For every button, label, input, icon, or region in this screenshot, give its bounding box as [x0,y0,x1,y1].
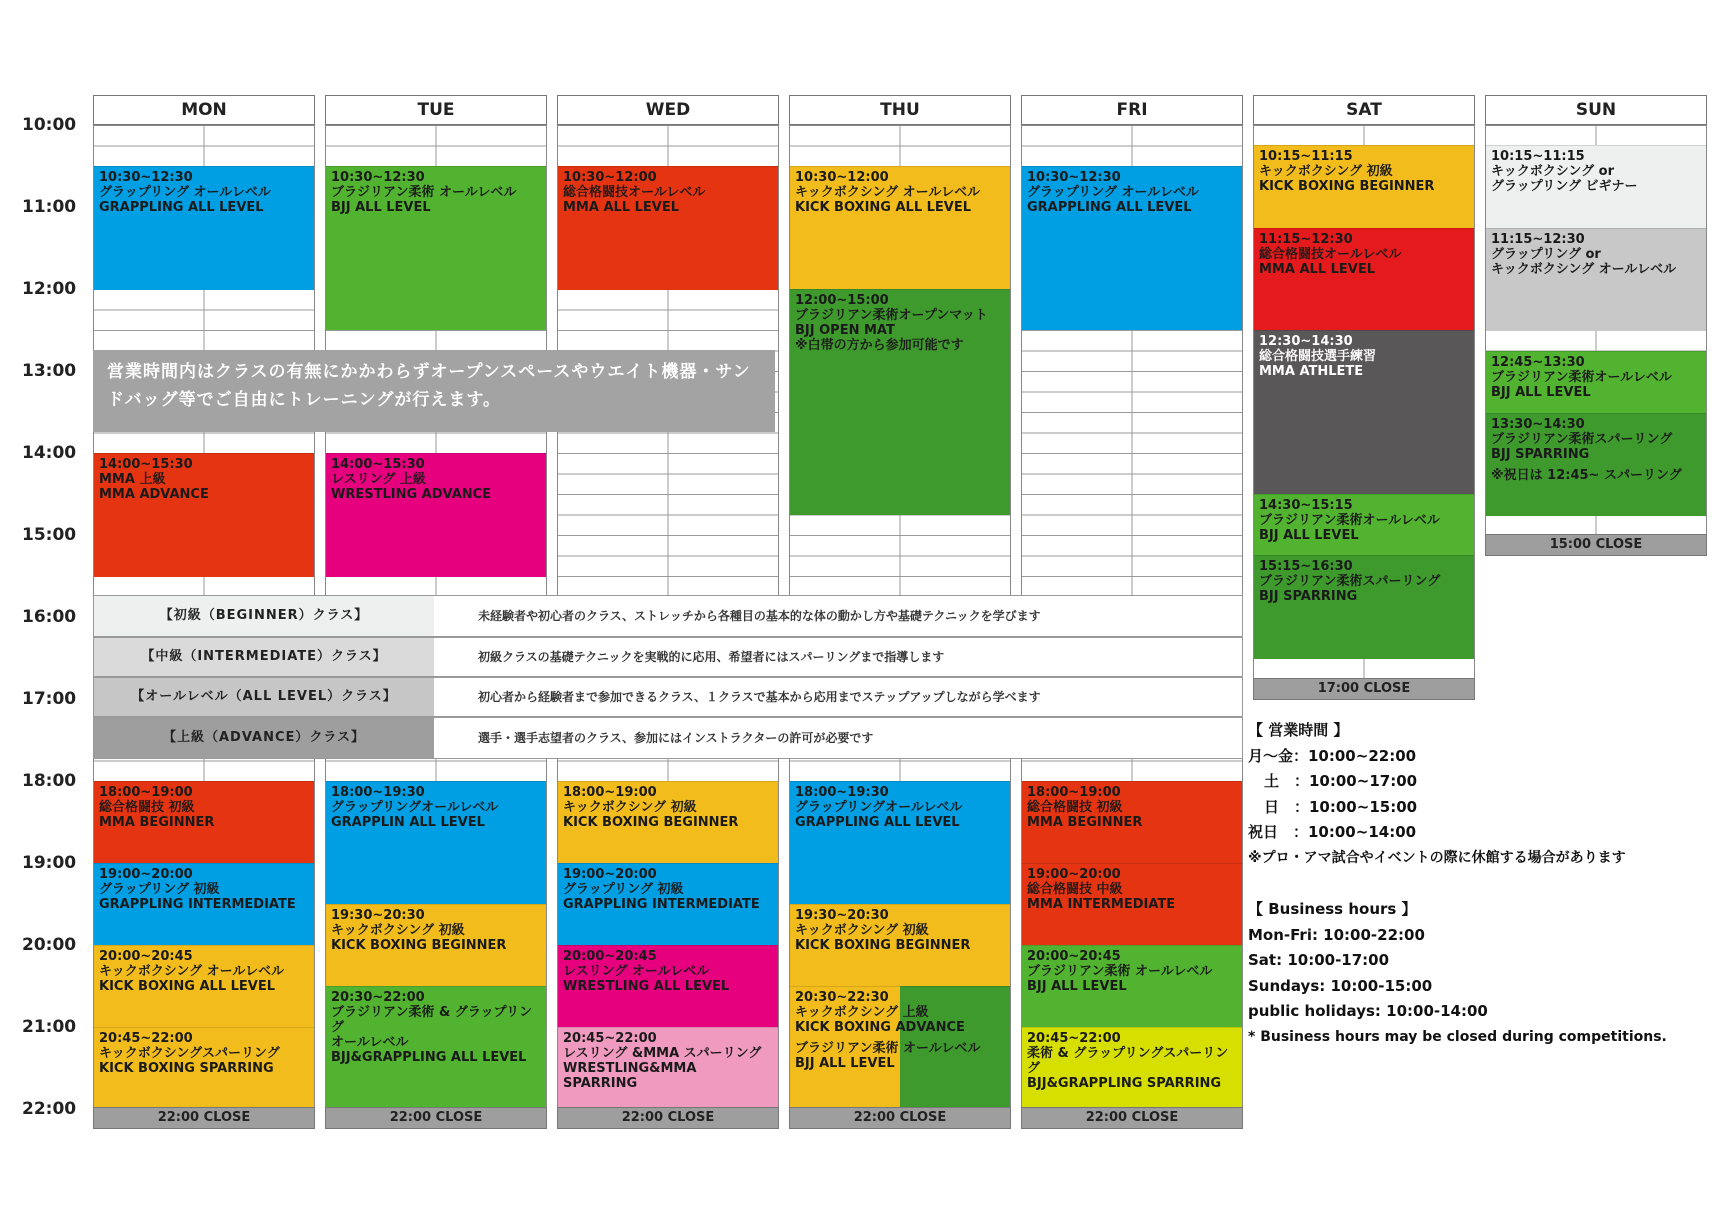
class-name-ja: グラップリング or [1491,247,1601,262]
class-time: 10:15~11:15 [1259,149,1353,164]
time-label-10: 10:00 [22,115,77,135]
class-time: 19:30~20:30 [795,908,889,923]
class-block [558,166,778,290]
class-time: 10:30~12:30 [331,170,425,185]
class-name-en: MMA ATHLETE [1259,364,1364,379]
legend-row-intermediate [93,637,1243,677]
time-label-12: 12:00 [22,279,77,299]
class-name-ja: ブラジリアン柔術 オールレベル [1027,964,1213,979]
class-time: 18:00~19:30 [795,785,889,800]
business-hours-en-title: 【 Business hours 】 [1248,900,1417,918]
time-label-13: 13:00 [22,361,77,381]
class-block [558,945,778,1028]
day-header-sun: SUN [1485,95,1707,125]
class-block [790,289,1010,515]
class-time: 18:00~19:00 [563,785,657,800]
business-hours-ja-line: 月〜金：10:00~22:00 [1248,746,1417,765]
class-name-en: KICK BOXING SPARRING [99,1061,274,1076]
class-time: 20:45~22:00 [563,1031,657,1046]
class-block [790,986,1010,1108]
legend-row-beginner [93,595,1243,637]
class-name-ja: グラップリング オールレベル [99,185,271,200]
class-block [94,781,314,864]
legend-label: 【上級（ADVANCE）クラス】 [94,718,434,758]
class-time: 20:00~20:45 [563,949,657,964]
business-hours-en-line: Mon-Fri: 10:00-22:00 [1248,925,1425,944]
business-hours-en-line: Sundays: 10:00-15:00 [1248,976,1433,995]
class-name-en: GRAPPLING ALL LEVEL [99,200,264,215]
legend-desc: 初心者から経験者まで参加できるクラス、１クラスで基本から応用までステップアップしながら学べます [478,690,1041,704]
class-block [94,945,314,1028]
close-bar: 17:00 CLOSE [1253,678,1475,700]
class-block [1486,145,1706,229]
class-name-ja: ブラジリアン柔術スパーリング [1259,574,1441,589]
class-name-ja: レスリング 上級 [331,472,426,487]
class-time: 10:30~12:30 [99,170,193,185]
class-time: 20:00~20:45 [1027,949,1121,964]
class-time: 12:00~15:00 [795,293,889,308]
class-name-en: MMA BEGINNER [99,815,215,830]
business-hours-ja-note: ※プロ・アマ試合やイベントの際に休館する場合があります [1248,849,1626,866]
class-block [1022,863,1242,946]
class-name-ja: ブラジリアン柔術 オールレベル [331,185,517,200]
class-block [790,904,1010,987]
time-label-20: 20:00 [22,935,77,955]
class-name-en: MMA INTERMEDIATE [1027,897,1176,912]
class-block [1254,145,1474,229]
class-block [326,904,546,987]
class-time: 20:30~22:30 [795,990,889,1005]
close-bar: 15:00 CLOSE [1485,534,1707,556]
day-header-thu: THU [789,95,1011,125]
class-block [1022,781,1242,864]
class-name-en: GRAPPLING INTERMEDIATE [99,897,296,912]
class-name-ja: ブラジリアン柔術オールレベル [1259,513,1440,528]
class-name-ja: 総合格闘技 初級 [99,800,195,815]
business-hours-ja [1248,718,1708,871]
legend-label: 【オールレベル（ALL LEVEL）クラス】 [94,678,434,716]
class-name-en: GRAPPLING ALL LEVEL [1027,200,1192,215]
time-label-21: 21:00 [22,1017,77,1037]
class-time: 10:15~11:15 [1491,149,1585,164]
business-hours-ja-line: 日 ：10:00~15:00 [1264,797,1418,816]
legend-row-all-level [93,677,1243,717]
class-time: 19:00~20:00 [99,867,193,882]
class-block [1254,228,1474,331]
class-block [1254,330,1474,495]
class-block [790,781,1010,905]
class-time: 19:00~20:00 [1027,867,1121,882]
class-name-ja: ブラジリアン柔術 & グラップリング [331,1005,533,1035]
class-block [94,1027,314,1108]
class-name-en: BJJ&GRAPPLING ALL LEVEL [331,1050,527,1065]
class-name-ja-2: グラップリング ビギナー [1491,179,1638,194]
class-name-en: KICK BOXING ALL LEVEL [795,200,972,215]
class-time: 19:00~20:00 [563,867,657,882]
class-name-ja: キックボクシング 初級 [1259,164,1393,179]
class-name-ja: レスリング &MMA スパーリング [563,1046,762,1061]
class-name-en: BJJ ALL LEVEL [1027,979,1127,994]
class-time: 18:00~19:30 [331,785,425,800]
class-block [1022,1027,1242,1108]
class-name-ja: キックボクシング or [1491,164,1615,179]
class-name-ja-2: ブラジリアン柔術 オールレベル [795,1041,981,1056]
class-block [1486,413,1706,516]
close-bar: 22:00 CLOSE [1021,1107,1243,1129]
class-name-ja: キックボクシング 初級 [563,800,697,815]
business-hours-en-line: Sat: 10:00-17:00 [1248,951,1390,969]
legend-label: 【中級（INTERMEDIATE）クラス】 [94,638,434,676]
class-name-ja: グラップリング 初級 [563,882,684,897]
class-name-ja: キックボクシング オールレベル [795,185,981,200]
class-block [94,166,314,290]
class-time: 20:30~22:00 [331,990,425,1005]
class-name-ja: 総合格闘技選手練習 [1259,349,1377,364]
class-name-en: WRESTLING&MMA SPARRING [563,1061,697,1091]
class-time: 13:30~14:30 [1491,417,1585,432]
legend-desc: 初級クラスの基礎テクニックを実戦的に応用、希望者にはスパーリングまで指導します [478,650,945,664]
class-time: 12:45~13:30 [1491,355,1585,370]
class-name-en: GRAPPLIN ALL LEVEL [331,815,485,830]
class-name-en: KICK BOXING ALL LEVEL [99,979,276,994]
class-block [94,863,314,946]
business-hours-en-line: public holidays: 10:00-14:00 [1248,1002,1488,1020]
class-block [94,453,314,577]
class-name-ja: キックボクシング 上級 [795,1005,929,1020]
class-name-en: KICK BOXING BEGINNER [563,815,739,830]
class-name-en: MMA ALL LEVEL [563,200,680,215]
time-label-11: 11:00 [22,197,77,217]
class-name-ja: ブラジリアン柔術オールレベル [1491,370,1672,385]
class-note: ※祝日は 12:45~ スパーリング [1491,468,1682,483]
class-name-en: BJJ SPARRING [1259,589,1358,604]
class-block [1486,351,1706,414]
class-name-ja: ブラジリアン柔術オープンマット [795,308,988,323]
class-name-ja: MMA 上級 [99,472,166,487]
class-name-ja: レスリング オールレベル [563,964,710,979]
class-note: ※白帯の方から参加可能です [795,338,964,353]
class-time: 10:30~12:00 [795,170,889,185]
class-block [1022,166,1242,330]
class-name-ja: 総合格闘技オールレベル [563,185,706,200]
class-name-ja: キックボクシングスパーリング [99,1046,280,1061]
class-time: 18:00~19:00 [1027,785,1121,800]
time-label-14: 14:00 [22,443,77,463]
class-block [558,863,778,946]
class-name-en: KICK BOXING BEGINNER [1259,179,1435,194]
class-name-en: WRESTLING ALL LEVEL [563,979,730,994]
day-header-fri: FRI [1021,95,1243,125]
legend-desc: 選手・選手志望者のクラス、参加にはインストラクターの許可が必要です [478,731,874,745]
class-name-en-2: BJJ ALL LEVEL [795,1056,895,1071]
day-header-tue: TUE [325,95,547,125]
legend-label: 【初級（BEGINNER）クラス】 [94,596,434,636]
class-time: 14:00~15:30 [99,457,193,472]
time-label-18: 18:00 [22,771,77,791]
class-time: 20:45~22:00 [1027,1031,1121,1046]
class-block [326,453,546,577]
class-block [1486,228,1706,331]
legend-row-advance [93,717,1243,759]
class-name-en: GRAPPLING ALL LEVEL [795,815,960,830]
day-header-sat: SAT [1253,95,1475,125]
day-header-wed: WED [557,95,779,125]
class-name-en: KICK BOXING BEGINNER [331,938,507,953]
class-name-ja: グラップリング 初級 [99,882,220,897]
class-name-en: KICK BOXING ADVANCE [795,1020,965,1035]
class-time: 11:15~12:30 [1491,232,1585,247]
close-bar: 22:00 CLOSE [325,1107,547,1129]
class-name-en: GRAPPLING INTERMEDIATE [563,897,760,912]
class-name-en: MMA BEGINNER [1027,815,1143,830]
class-name-ja: 柔術 & グラップリングスパーリング [1027,1046,1229,1076]
class-name-en: WRESTLING ADVANCE [331,487,492,502]
class-block [790,166,1010,290]
class-name-ja: グラップリング オールレベル [1027,185,1199,200]
time-label-19: 19:00 [22,853,77,873]
business-hours-ja-line: 祝日 ：10:00~14:00 [1248,823,1417,841]
class-name-ja: ブラジリアン柔術スパーリング [1491,432,1673,447]
class-name-ja-2: オールレベル [331,1035,409,1050]
class-time: 10:30~12:30 [1027,170,1121,185]
class-time: 20:00~20:45 [99,949,193,964]
class-name-ja: 総合格闘技オールレベル [1259,247,1402,262]
time-label-22: 22:00 [22,1099,77,1119]
class-block [558,1027,778,1108]
class-time: 14:00~15:30 [331,457,425,472]
class-block [1022,945,1242,1028]
class-name-en: BJJ OPEN MAT [795,323,895,338]
class-name-en: KICK BOXING BEGINNER [795,938,971,953]
class-name-en: BJJ&GRAPPLING SPARRING [1027,1076,1222,1091]
class-name-en: BJJ SPARRING [1491,447,1590,462]
class-name-ja: グラップリングオールレベル [331,800,499,815]
class-time: 12:30~14:30 [1259,334,1353,349]
close-bar: 22:00 CLOSE [557,1107,779,1129]
class-block [326,781,546,905]
class-time: 15:15~16:30 [1259,559,1353,574]
class-block [326,166,546,330]
time-label-17: 17:00 [22,689,77,709]
class-block [326,986,546,1108]
class-name-en: MMA ALL LEVEL [1259,262,1376,277]
class-name-en: MMA ADVANCE [99,487,209,502]
class-time: 19:30~20:30 [331,908,425,923]
day-header-mon: MON [93,95,315,125]
class-block [1254,555,1474,659]
class-name-en: BJJ ALL LEVEL [1259,528,1359,543]
class-name-ja: 総合格闘技 初級 [1027,800,1123,815]
class-name-en: BJJ ALL LEVEL [1491,385,1591,400]
business-hours-ja-line: 土 ：10:00~17:00 [1264,772,1418,790]
close-bar: 22:00 CLOSE [93,1107,315,1129]
class-name-ja: キックボクシング 初級 [795,923,929,938]
class-block [1254,494,1474,556]
class-name-ja-2: キックボクシング オールレベル [1491,262,1677,277]
class-name-ja: グラップリングオールレベル [795,800,963,815]
class-name-ja: 総合格闘技 中級 [1027,882,1123,897]
class-block [558,781,778,864]
class-time: 10:30~12:00 [563,170,657,185]
class-name-ja: キックボクシング オールレベル [99,964,285,979]
business-hours-en [1248,897,1708,1050]
class-name-en: BJJ ALL LEVEL [331,200,431,215]
class-time: 20:45~22:00 [99,1031,193,1046]
business-hours-en-note: * Business hours may be closed during competitions. [1248,1028,1667,1045]
close-bar: 22:00 CLOSE [789,1107,1011,1129]
free-training-banner: 営業時間内はクラスの有無にかかわらずオープンスペースやウエイト機器・サンドバッグ等でご自由にトレーニングが行えます。 [93,350,775,432]
class-time: 14:30~15:15 [1259,498,1353,513]
business-hours-ja-title: 【 営業時間 】 [1248,721,1349,739]
time-label-16: 16:00 [22,607,77,627]
legend-desc: 未経験者や初心者のクラス、ストレッチから各種目の基本的な体の動かし方や基礎テクニックを学びます [478,609,1041,623]
class-time: 11:15~12:30 [1259,232,1353,247]
time-label-15: 15:00 [22,525,77,545]
class-time: 18:00~19:00 [99,785,193,800]
class-name-ja: キックボクシング 初級 [331,923,465,938]
